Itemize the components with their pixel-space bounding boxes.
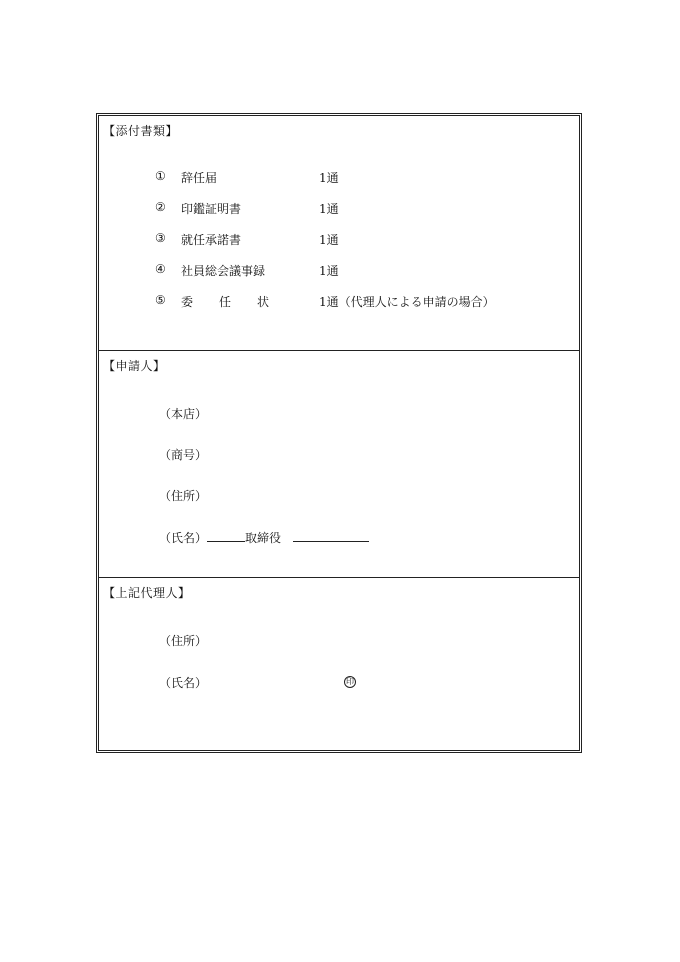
agent-name-label: （氏名）: [159, 676, 208, 690]
item-number: ③: [155, 231, 166, 245]
director-title: 取締役: [245, 531, 282, 545]
document-char: 任: [219, 295, 232, 309]
item-number: ⑤: [155, 293, 166, 307]
attachments-section: [99, 116, 579, 351]
item-document: 辞任届: [181, 171, 218, 185]
applicant-name-label: （氏名）: [159, 531, 208, 545]
applicant-heading: 【申請人】: [103, 359, 166, 373]
trade-name-label: （商号）: [159, 448, 208, 462]
name-blank-line: [207, 529, 245, 542]
head-office-label: （本店）: [159, 407, 208, 421]
item-document: [181, 293, 295, 310]
applicant-name-row: [159, 529, 369, 546]
seal-mark-icon: 印: [346, 677, 354, 686]
attachments-heading: 【添付書類】: [103, 124, 179, 138]
item-document: 印鑑証明書: [181, 202, 242, 216]
item-quantity: 1通: [319, 233, 339, 247]
applicant-section: [99, 351, 579, 578]
item-quantity: 1通（代理人による申請の場合）: [319, 295, 495, 309]
item-document: 就任承諾書: [181, 233, 242, 247]
agent-address-label: （住所）: [159, 634, 208, 648]
document-char: 状: [257, 295, 270, 309]
item-number: ②: [155, 200, 166, 214]
item-number: ④: [155, 262, 166, 276]
item-quantity: 1通: [319, 202, 339, 216]
document-char: 委: [181, 295, 194, 309]
item-quantity: 1通: [319, 264, 339, 278]
item-number: ①: [155, 169, 166, 183]
form-frame: [96, 113, 582, 753]
item-quantity: 1通: [319, 171, 339, 185]
applicant-address-label: （住所）: [159, 489, 208, 503]
director-name-blank-line: [293, 529, 369, 542]
agent-heading: 【上記代理人】: [103, 586, 191, 600]
item-document: 社員総会議事録: [181, 264, 266, 278]
agent-section: [99, 578, 579, 750]
